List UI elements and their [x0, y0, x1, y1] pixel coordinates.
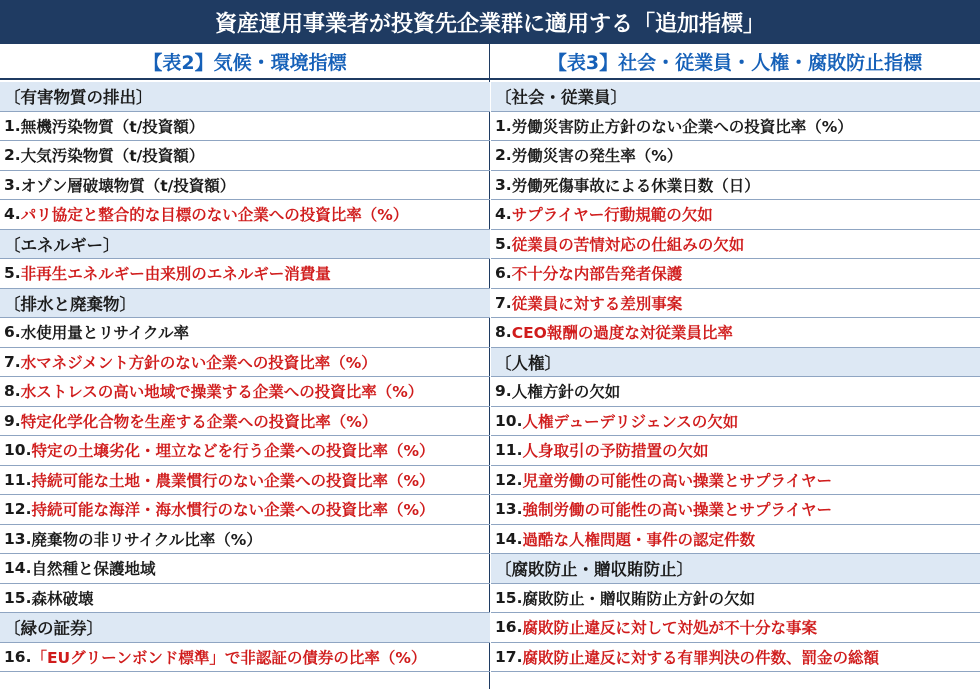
indicator-text: 森林破壊: [31, 589, 94, 608]
indicator-text: パリ協定と整合的な目標のない企業への投資比率（%）: [20, 206, 409, 225]
indicator-row: [491, 495, 980, 525]
indicator-number: 9.: [4, 411, 21, 430]
indicator-text: 「EUグリーンボンド標準」で非認証の債券の比率（%）: [31, 648, 427, 667]
indicator-number: 5.: [495, 234, 512, 253]
indicator-number: 10.: [4, 441, 32, 460]
indicator-number: 14.: [4, 559, 32, 578]
table3-social-human-rights: [491, 82, 980, 672]
indicator-number: 6.: [495, 264, 512, 283]
indicator-text: 従業員の苦情対応の仕組みの欠如: [511, 235, 745, 254]
indicator-number: 3.: [4, 175, 21, 194]
indicator-text: 強制労働の可能性の高い操業とサプライヤー: [522, 501, 833, 520]
indicator-text: 水ストレスの高い地域で操業する企業への投資比率（%）: [20, 383, 424, 402]
indicator-text: 労働死傷事故による休業日数（日）: [511, 176, 760, 195]
section-heading: 〔緑の証券〕: [0, 613, 490, 643]
indicator-number: 4.: [495, 205, 512, 224]
indicator-text: 非再生エネルギー由来別のエネルギー消費量: [20, 265, 331, 284]
indicator-row: [491, 171, 980, 201]
indicator-number: 15.: [4, 588, 32, 607]
indicator-row: [0, 525, 490, 555]
indicator-text: 人身取引の予防措置の欠如: [522, 442, 709, 461]
indicator-row: [0, 643, 490, 673]
indicator-row: [491, 112, 980, 142]
indicator-row: [0, 554, 490, 584]
indicator-text: 人権方針の欠如: [511, 383, 621, 402]
indicator-text: 自然種と保護地域: [31, 560, 156, 579]
indicator-row: [0, 200, 490, 230]
indicator-row: [0, 495, 490, 525]
indicator-text: 特定化学化合物を生産する企業への投資比率（%）: [20, 412, 378, 431]
indicator-number: 8.: [495, 323, 512, 342]
indicator-row: [0, 171, 490, 201]
indicator-number: 11.: [495, 441, 523, 460]
indicator-number: 3.: [495, 175, 512, 194]
indicator-text: 水マネジメント方針のない企業への投資比率（%）: [20, 353, 377, 372]
indicator-row: [491, 407, 980, 437]
indicator-row: [491, 466, 980, 496]
indicator-text: 不十分な内部告発者保護: [511, 265, 683, 284]
indicator-number: 4.: [4, 205, 21, 224]
indicator-number: 9.: [495, 382, 512, 401]
indicator-text: 持続可能な土地・農業慣行のない企業への投資比率（%）: [31, 471, 435, 490]
table3-header: 【表3】社会・従業員・人権・腐敗防止指標: [490, 44, 980, 80]
indicator-row: [0, 112, 490, 142]
indicator-number: 15.: [495, 588, 523, 607]
indicator-number: 2.: [4, 146, 21, 165]
indicator-row: [491, 141, 980, 171]
indicator-number: 8.: [4, 382, 21, 401]
section-heading: 〔有害物質の排出〕: [0, 82, 490, 112]
indicator-row: [491, 318, 980, 348]
indicator-text: オゾン層破壊物質（t/投資額）: [20, 176, 236, 195]
section-heading: 〔社会・従業員〕: [491, 82, 980, 112]
indicator-number: 10.: [495, 411, 523, 430]
indicator-number: 1.: [495, 116, 512, 135]
section-heading: 〔排水と廃棄物〕: [0, 289, 490, 319]
indicator-number: 11.: [4, 470, 32, 489]
indicator-number: 1.: [4, 116, 21, 135]
page-title: 資産運用事業者が投資先企業群に適用する「追加指標」: [0, 0, 980, 44]
indicator-text: CEO報酬の過度な対従業員比率: [511, 324, 733, 343]
indicator-text: 労働災害の発生率（%）: [511, 147, 683, 166]
indicator-row: [491, 200, 980, 230]
table2-climate-environment: [0, 82, 490, 672]
indicator-number: 7.: [495, 293, 512, 312]
indicator-row: [0, 318, 490, 348]
indicator-number: 17.: [495, 647, 523, 666]
indicator-row: [491, 584, 980, 614]
indicator-text: 人権デューデリジェンスの欠如: [522, 412, 739, 431]
indicator-row: [0, 466, 490, 496]
indicator-text: 特定の土壌劣化・埋立などを行う企業への投資比率（%）: [31, 442, 435, 461]
indicator-number: 12.: [495, 470, 523, 489]
indicator-row: [0, 436, 490, 466]
indicator-text: 廃棄物の非リサイクル比率（%）: [31, 530, 262, 549]
indicator-text: 過酷な人権問題・事件の認定件数: [522, 530, 755, 549]
indicator-text: 持続可能な海洋・海水慣行のない企業への投資比率（%）: [31, 501, 435, 520]
section-heading: 〔腐敗防止・贈収賄防止〕: [491, 554, 980, 584]
indicator-number: 7.: [4, 352, 21, 371]
indicator-number: 12.: [4, 500, 32, 519]
table2-header: 【表2】気候・環境指標: [0, 44, 490, 80]
section-heading: 〔人権〕: [491, 348, 980, 378]
indicator-number: 16.: [495, 618, 523, 637]
indicator-number: 13.: [4, 529, 32, 548]
indicator-row: [0, 407, 490, 437]
indicator-row: [0, 348, 490, 378]
indicator-text: 腐敗防止違反に対する有罪判決の件数、罰金の総額: [522, 648, 879, 667]
indicator-text: 大気汚染物質（t/投資額）: [20, 147, 205, 166]
indicator-row: [491, 377, 980, 407]
indicator-row: [0, 377, 490, 407]
indicator-row: [491, 613, 980, 643]
indicator-text: 腐敗防止違反に対して対処が不十分な事案: [522, 619, 817, 638]
indicator-text: 児童労働の可能性の高い操業とサプライヤー: [522, 471, 833, 490]
indicator-row: [491, 643, 980, 673]
indicator-text: 腐敗防止・贈収賄防止方針の欠如: [522, 589, 755, 608]
indicator-text: 水使用量とリサイクル率: [20, 324, 190, 343]
indicator-number: 6.: [4, 323, 21, 342]
indicator-row: [0, 259, 490, 289]
indicator-number: 14.: [495, 529, 523, 548]
indicator-text: 従業員に対する差別事案: [511, 294, 683, 313]
indicator-row: [491, 289, 980, 319]
section-heading: 〔エネルギー〕: [0, 230, 490, 260]
indicator-row: [491, 436, 980, 466]
indicator-row: [0, 141, 490, 171]
indicator-number: 5.: [4, 264, 21, 283]
indicator-text: サプライヤー行動規範の欠如: [511, 206, 713, 225]
indicator-number: 2.: [495, 146, 512, 165]
indicator-row: [491, 525, 980, 555]
indicator-number: 16.: [4, 647, 32, 666]
indicator-row: [491, 230, 980, 260]
indicator-text: 労働災害防止方針のない企業への投資比率（%）: [511, 117, 853, 136]
indicator-text: 無機汚染物質（t/投資額）: [20, 117, 205, 136]
indicator-row: [491, 259, 980, 289]
indicator-number: 13.: [495, 500, 523, 519]
indicator-row: [0, 584, 490, 614]
